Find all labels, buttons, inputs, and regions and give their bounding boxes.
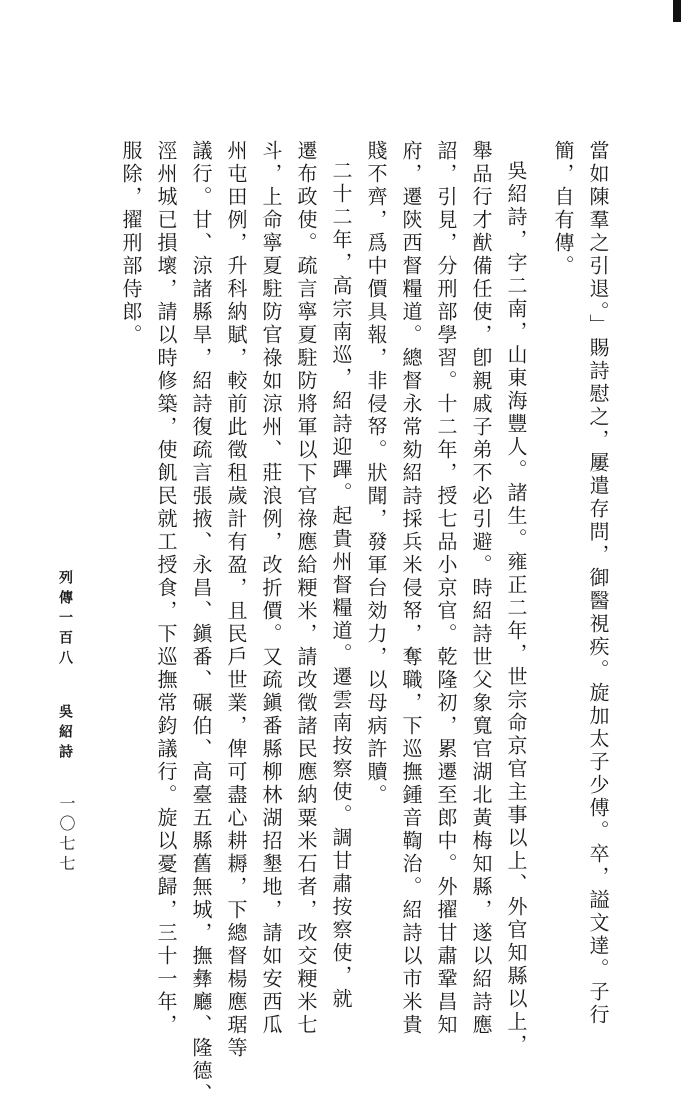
text-column: 議行。甘、涼諸縣旱，紹詩復疏言張掖、永昌、鎭番、碾伯、高臺五縣舊無城，撫彝廳、隆德、	[189, 140, 213, 1106]
text-column: 州屯田例，升科納賦，較前此徵租歲計有盈，且民戶世業，俾可盡心耕耨，下總督楊應琚等	[224, 140, 248, 1060]
text-column: 二十二年，高宗南巡，紹詩迎蹕。起貴州督糧道。遷雲南按察使。調甘肅按察使，就	[329, 160, 353, 1011]
scan-edge-mark	[673, 0, 681, 22]
text-column: 詔，引見，分刑部學習。十二年，授七品小京官。乾隆初，累遷至郎中。外擢甘肅鞏昌知	[434, 140, 458, 1037]
running-head	[55, 570, 75, 764]
text-column: 簡，自有傳。	[551, 140, 575, 278]
text-column: 吳紹詩，字二南，山東海豐人。諸生。雍正二年，世宗命京官主事以上、外官知縣以上，	[504, 160, 528, 1057]
text-column: 涇州城已損壞，請以時修築，使飢民就工授食，下巡撫常鈞議行。旋以憂歸，三十一年，	[154, 140, 178, 1037]
text-column: 服除，擢刑部侍郎。	[119, 140, 143, 347]
running-head-volume: 列傳一百八	[57, 570, 73, 670]
text-column: 斗，上命寧夏駐防官祿如涼州、莊浪例，改折價。又疏鎭番縣柳林湖招墾地，請如安西瓜	[259, 140, 283, 1037]
text-column: 賤不齊，爲中價具報，非侵帑。狀聞，發軍台効力，以母病許贖。	[364, 140, 388, 807]
text-column: 遷布政使。疏言寧夏駐防將軍以下官祿應給粳米，請改徵諸民應納粟米石者，改交粳米七	[294, 140, 318, 1037]
body-text	[90, 140, 615, 1106]
page-number: 一〇七七	[57, 795, 76, 875]
text-column: 當如陳羣之引退。」賜詩慰之，屢遣存問，御醫視疾。旋加太子少傅。卒，謚文達。子行	[586, 140, 610, 1027]
text-column: 舉品行才猷備任使，卽親戚子弟不必引避。時紹詩世父象寬官湖北黃梅知縣，遂以紹詩應	[469, 140, 493, 1037]
text-column: 府，遷陝西督糧道。總督永常劾紹詩採兵米侵帑，奪職，下巡撫鍾音鞫治。紹詩以市米貴	[399, 140, 423, 1037]
running-head-name: 吳紹詩	[57, 704, 73, 764]
